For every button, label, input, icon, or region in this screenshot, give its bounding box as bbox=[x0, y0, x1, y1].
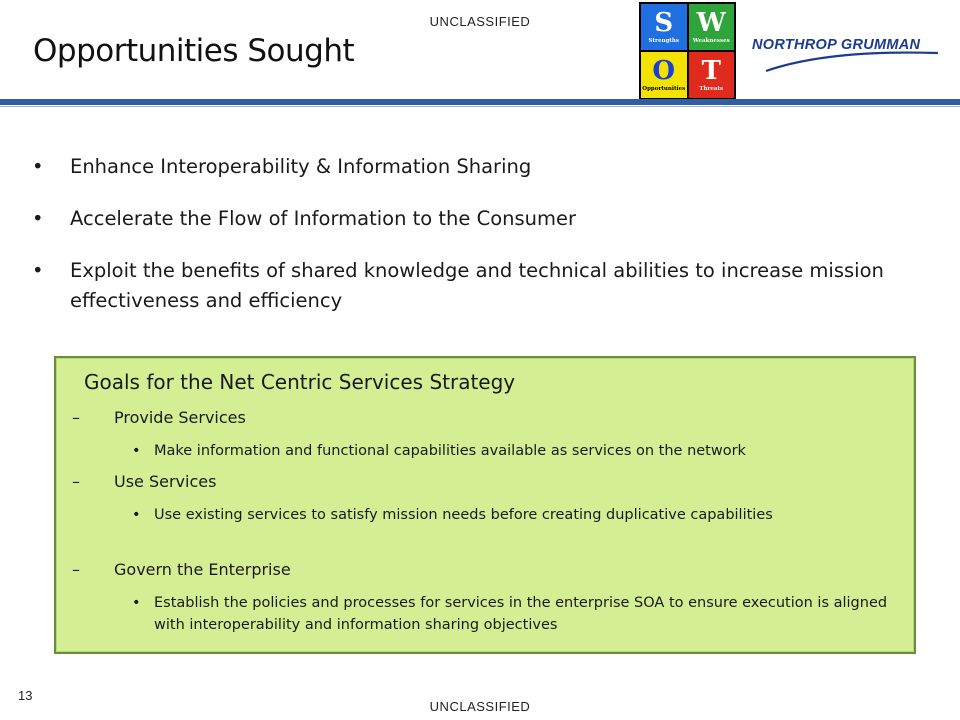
swot-opportunities bbox=[641, 52, 687, 98]
swot-threats bbox=[689, 52, 735, 98]
goal-label: Govern the Enterprise bbox=[114, 560, 291, 579]
goal-item bbox=[72, 472, 216, 491]
goals-box bbox=[54, 356, 916, 654]
slide-title: Opportunities Sought bbox=[33, 33, 355, 69]
goal-detail-text: Make information and functional capabilities available as services on the network bbox=[154, 443, 746, 459]
bullet-text: Exploit the benefits of shared knowledge and technical abilities to increase mission effectiveness and efficiency bbox=[70, 259, 884, 312]
swot-letter: W bbox=[696, 8, 726, 38]
goal-detail-text: Establish the policies and processes for services in the enterprise SOA to ensure execution is aligned with interoperability and information sharing objectives bbox=[154, 595, 888, 633]
swot-word: Threats bbox=[699, 86, 724, 92]
bullet-item bbox=[32, 152, 912, 182]
bullet-text: Accelerate the Flow of Information to the Consumer bbox=[70, 207, 577, 230]
goal-label: Use Services bbox=[114, 472, 217, 491]
bullet-marker: • bbox=[32, 207, 44, 230]
goals-title: Goals for the Net Centric Services Strategy bbox=[84, 370, 516, 394]
bullet-item bbox=[32, 256, 912, 316]
swot-letter: T bbox=[701, 56, 721, 86]
goal-dash: – bbox=[72, 560, 80, 579]
swot-word: Opportunities bbox=[642, 86, 686, 92]
bullet-text: Enhance Interoperability & Information Sharing bbox=[70, 155, 532, 178]
header-rule bbox=[0, 99, 960, 105]
swot-letter: S bbox=[654, 8, 674, 38]
header-rule-thin bbox=[0, 106, 960, 107]
bullet-list bbox=[32, 152, 912, 338]
swot-strengths bbox=[641, 4, 687, 50]
goal-detail bbox=[132, 504, 914, 526]
swot-letter: O bbox=[652, 56, 676, 86]
goal-item bbox=[72, 560, 291, 579]
swot-graphic bbox=[639, 2, 736, 100]
goal-dash: – bbox=[72, 472, 80, 491]
bullet-item bbox=[32, 204, 912, 234]
company-logo bbox=[752, 35, 938, 75]
goal-detail-marker: • bbox=[132, 595, 141, 611]
goal-item bbox=[72, 408, 246, 427]
goal-detail bbox=[132, 440, 914, 462]
goal-label: Provide Services bbox=[114, 408, 246, 427]
goal-detail bbox=[132, 592, 914, 636]
logo-text: NORTHROP GRUMMAN bbox=[752, 37, 921, 53]
bullet-marker: • bbox=[32, 155, 44, 178]
swot-word: Strengths bbox=[648, 38, 679, 44]
goal-detail-marker: • bbox=[132, 507, 141, 523]
goal-detail-marker: • bbox=[132, 443, 141, 459]
swot-word: Weaknesses bbox=[692, 38, 730, 44]
classification-bottom: UNCLASSIFIED bbox=[429, 699, 531, 714]
classification-top: UNCLASSIFIED bbox=[429, 14, 531, 29]
goal-detail-text: Use existing services to satisfy mission needs before creating duplicative capabilities bbox=[154, 507, 773, 523]
page-number: 13 bbox=[18, 688, 33, 703]
goal-dash: – bbox=[72, 408, 80, 427]
bullet-marker: • bbox=[32, 259, 44, 282]
swot-weaknesses bbox=[689, 4, 735, 50]
